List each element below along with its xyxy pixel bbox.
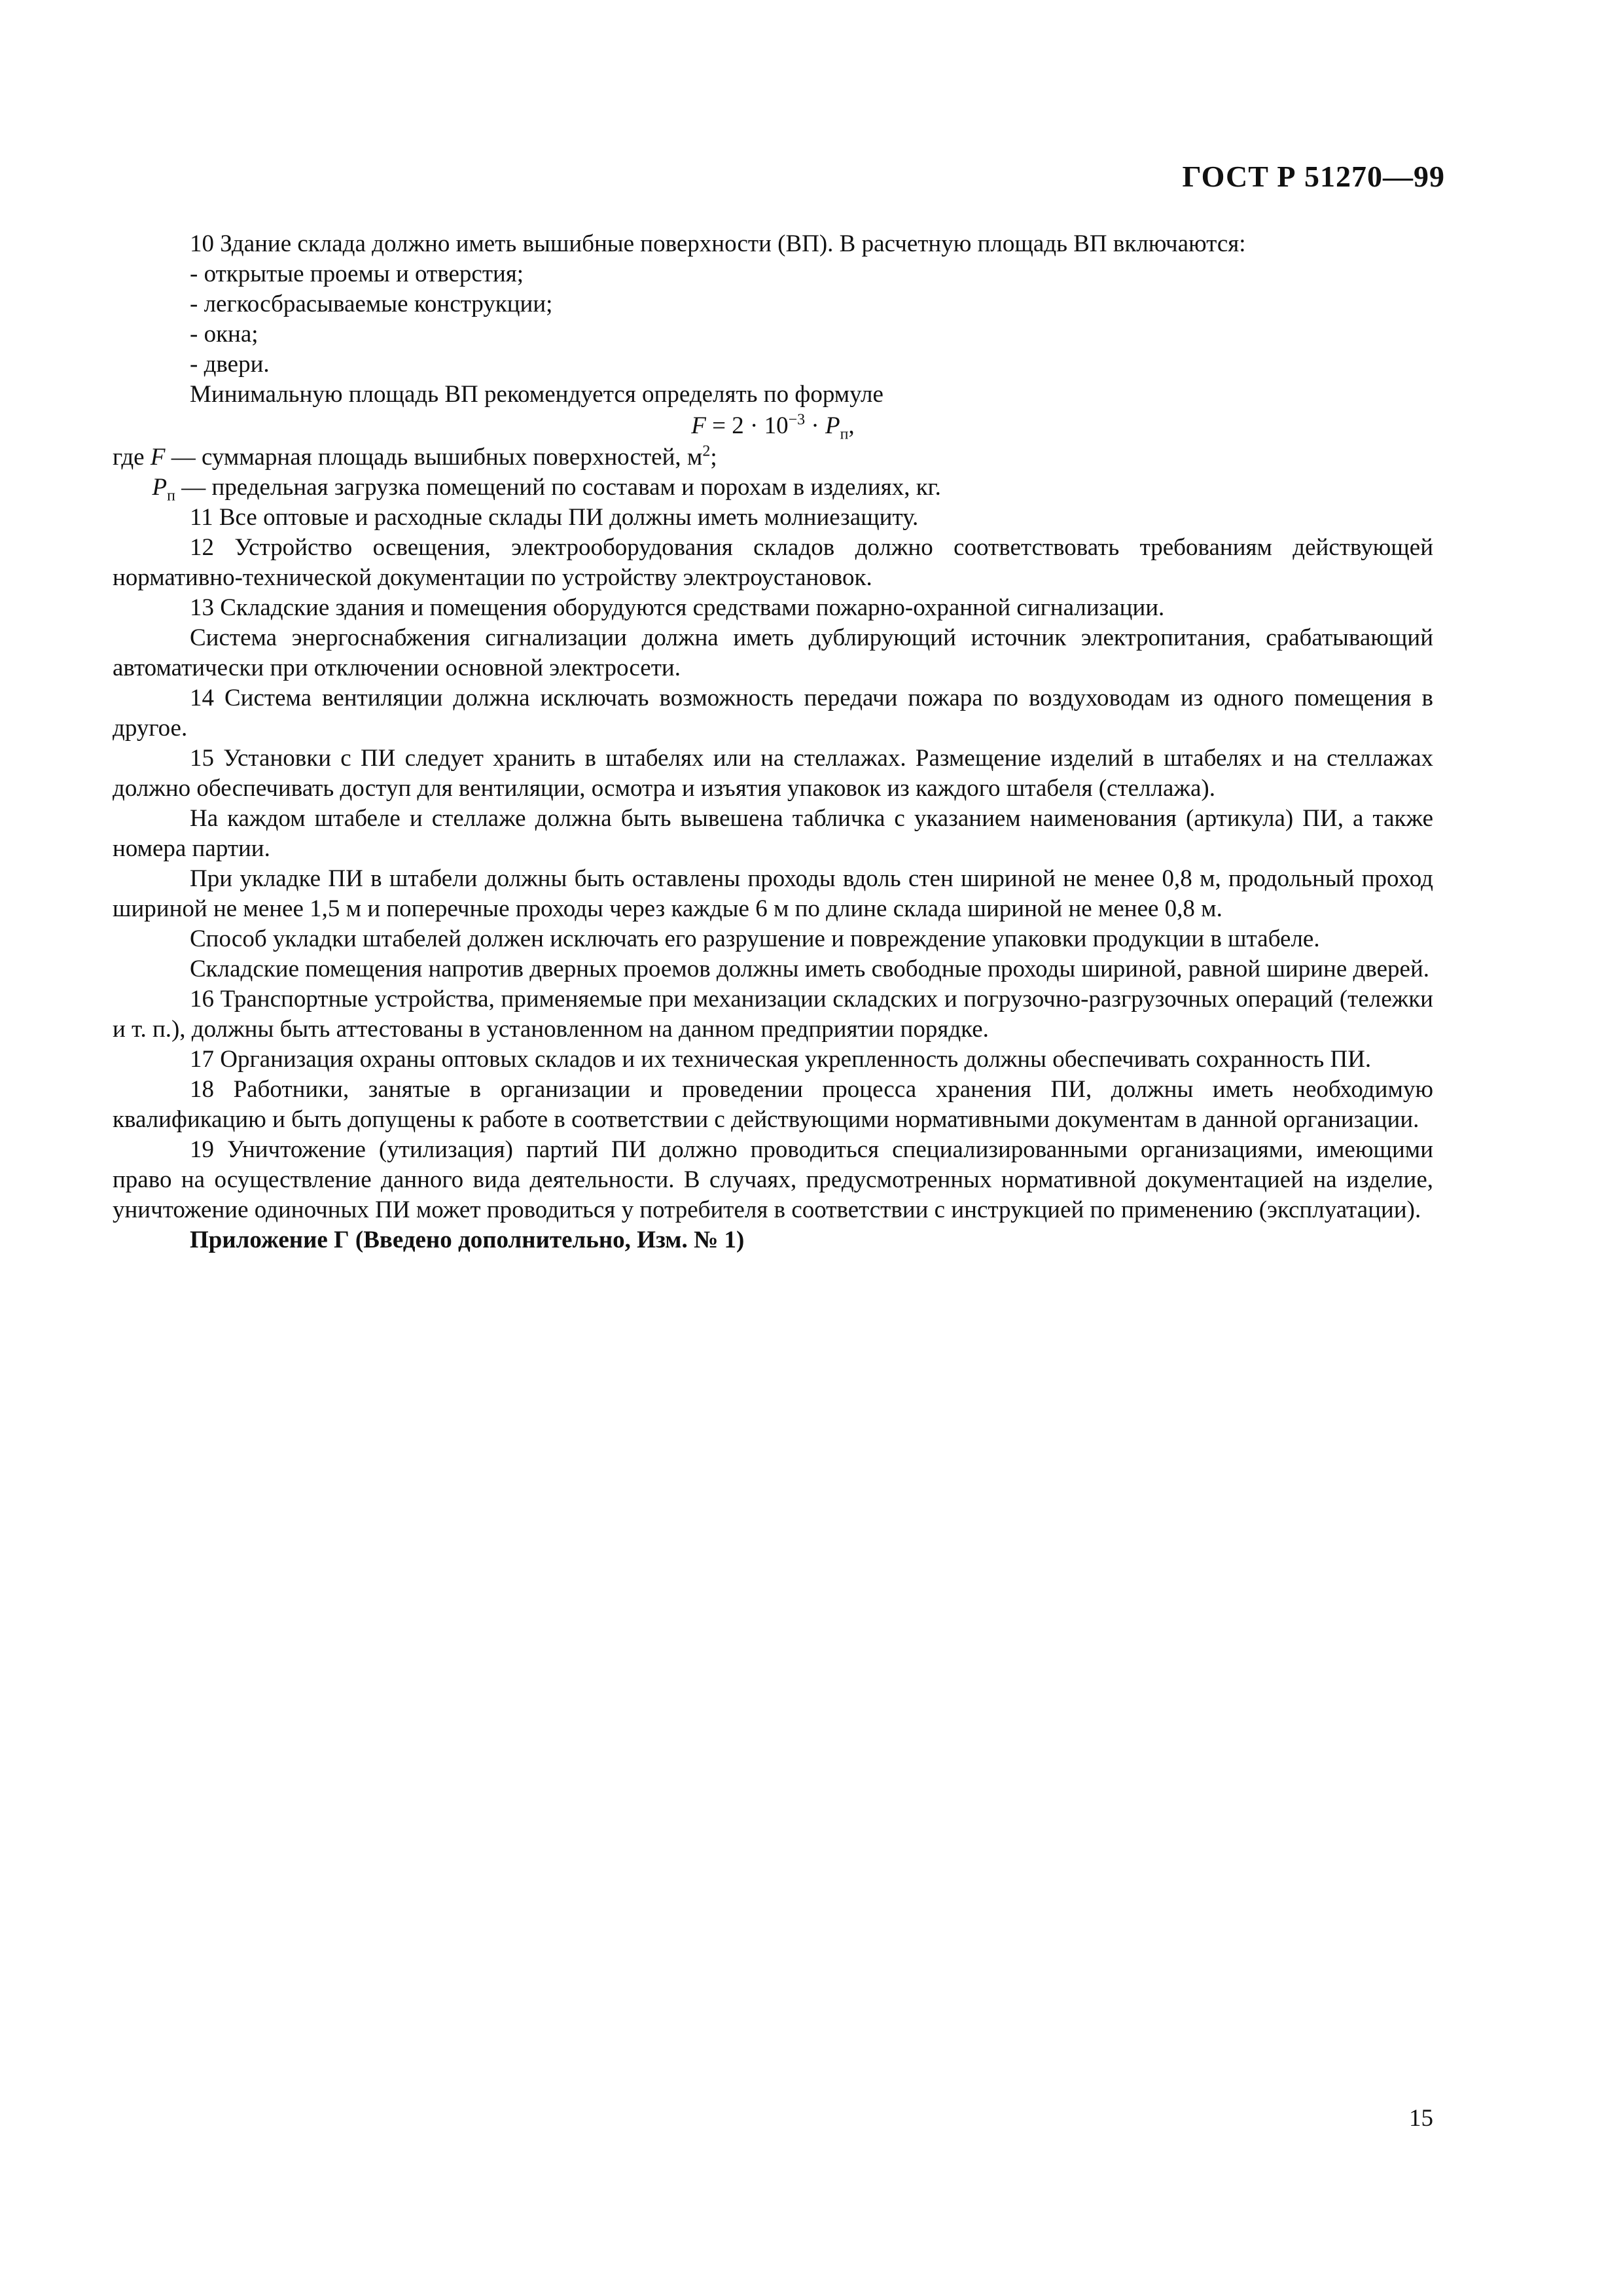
paragraph: Складские помещения напротив дверных проемов должны иметь свободные проходы шириной, равной ширине дверей.: [190, 956, 1429, 982]
paragraph: При укладке ПИ в штабели должны быть оставлены проходы вдоль стен шириной не менее 0,8 м, продольный проход шириной не менее 1,5 м и поперечные проходы через каждые 6 м по длине склада шириной не менее 0,8 м.: [113, 865, 1433, 922]
legend-symbol-p-wrap: [115, 473, 175, 503]
paragraph: 14 Система вентиляции должна исключать возможность передачи пожара по воздуховодам из одного помещения в другое.: [113, 685, 1433, 742]
formula-lhs: F: [691, 412, 706, 439]
legend-definition-p: — предельная загрузка помещений по составам и порохам в изделиях, кг.: [175, 474, 941, 501]
formula-exponent: −3: [788, 411, 806, 429]
formula-var: P: [825, 412, 840, 439]
paragraph: Система энергоснабжения сигнализации должна иметь дублирующий источник электропитания, срабатывающий автоматически при отключении основной электросети.: [113, 624, 1433, 681]
paragraph: На каждом штабеле и стеллаже должна быть вывешена табличка с указанием наименования (артикула) ПИ, а также номера партии.: [113, 805, 1433, 862]
paragraph: 11 Все оптовые и расходные склады ПИ должны иметь молниезащиту.: [190, 504, 919, 531]
formula-mid: ·: [805, 412, 825, 439]
appendix-note: Приложение Г (Введено дополнительно, Изм. № 1): [190, 1227, 745, 1253]
list-item: - легкосбрасываемые конструкции;: [190, 291, 553, 317]
legend-definition-f: — суммарная площадь вышибных поверхностей, м: [165, 444, 703, 471]
paragraph: Способ укладки штабелей должен исключать его разрушение и повреждение упаковки продукции в штабеле.: [190, 925, 1320, 952]
list-item: - двери.: [190, 351, 270, 378]
paragraph: 15 Установки с ПИ следует хранить в штабелях или на стеллажах. Размещение изделий в штабелях и на стеллажах должно обеспечивать доступ для вентиляции, осмотра и изъятия упаковок из каждого штабеля (стеллажа).: [113, 745, 1433, 802]
formula-intro: Минимальную площадь ВП рекомендуется определять по формуле: [190, 381, 883, 408]
legend-def-end: ;: [710, 444, 717, 471]
document-body: [113, 229, 1433, 1255]
formula-subscript: п: [840, 425, 849, 443]
legend-symbol-p: P: [152, 474, 168, 501]
legend-row-f: [113, 442, 1433, 473]
paragraph: 13 Складские здания и помещения оборудуются средствами пожарно-охранной сигнализации.: [190, 594, 1165, 621]
paragraph: 16 Транспортные устройства, применяемые при механизации складских и погрузочно-разгрузочных операций (тележки и т. п.), должны быть аттестованы в установленном на данном предприятии порядке.: [113, 986, 1433, 1043]
legend-symbol-p-sub: п: [167, 487, 175, 505]
legend-row-p: [113, 473, 1433, 503]
legend-unit-sup: 2: [702, 442, 711, 460]
paragraph: 19 Уничтожение (утилизация) партий ПИ должно проводиться специализированными организациями, имеющими право на осуществление данного вида деятельности. В случаях, предусмотренных нормативной документацией на изделие, уничтожение одиночных ПИ может проводиться у потребителя в соответствии с инструкцией по применению (эксплуатации).: [113, 1136, 1433, 1223]
formula-tail: ,: [848, 412, 855, 439]
list-item: - окна;: [190, 321, 259, 348]
formula: [113, 411, 1433, 441]
formula-eq: = 2 · 10: [705, 412, 789, 439]
header-standard-code: ГОСТ Р 51270—99: [1182, 160, 1445, 193]
legend-prefix: где: [113, 444, 151, 471]
formula-legend: [113, 442, 1433, 503]
paragraph: 17 Организация охраны оптовых складов и их техническая укрепленность должны обеспечивать сохранность ПИ.: [190, 1046, 1372, 1073]
paragraph: 18 Работники, занятые в организации и проведении процесса хранения ПИ, должны иметь необходимую квалификацию и быть допущены к работе в соответствии с действующими нормативными документам в данной организации.: [113, 1076, 1433, 1133]
section-10-intro: 10 Здание склада должно иметь вышибные поверхности (ВП). В расчетную площадь ВП включаются:: [190, 230, 1246, 257]
legend-symbol-f: F: [150, 444, 166, 471]
list-item: - открытые проемы и отверстия;: [190, 260, 524, 287]
page-number: 15: [1409, 2105, 1433, 2132]
paragraph: 12 Устройство освещения, электрооборудования складов должно соответствовать требованиям действующей нормативно-технической документации по устройству электроустановок.: [113, 534, 1433, 591]
